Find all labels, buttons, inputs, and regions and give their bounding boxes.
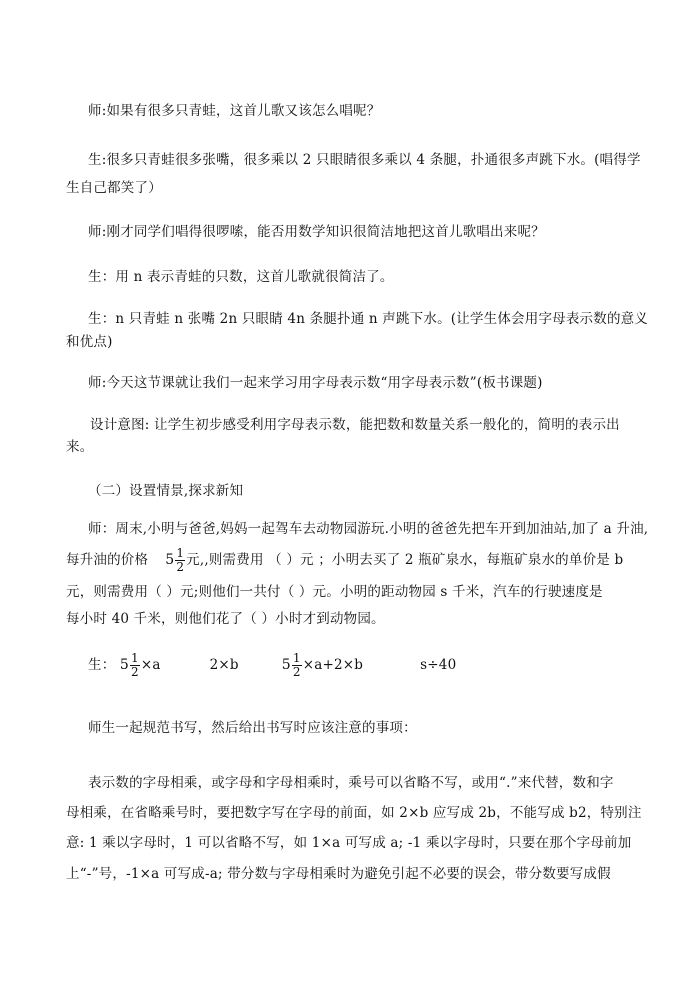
paragraph-student-answer-line1: 生:很多只青蛙很多张嘴，很多乘以 2 只眼睛很多乘以 4 条腿，扑通很多声跳下水。(唱得学 (88, 152, 641, 168)
expr3-fraction-denominator: 2 (292, 665, 301, 679)
paragraph-student-expressions (88, 650, 662, 680)
paragraph-student-song-line2: 和优点) (66, 334, 113, 350)
paragraph-student-song-line1: 生：n 只青蛙 n 张嘴 2n 只眼睛 4n 条腿扑通 n 声跳下水。(让学生体会用字母表示数的意义 (88, 311, 649, 327)
paragraph-lesson-topic: 师:今天这节课就让我们一起来学习用字母表示数“用字母表示数”(板书课题) (88, 375, 543, 391)
expr1-mixed-whole: 5 (119, 657, 130, 673)
mixed-number-whole: 5 (165, 552, 175, 568)
paragraph-design-intent-line1: 设计意图: 让学生初步感受利用字母表示数，能把数和数量关系一般化的，简明的表示出 (90, 417, 620, 433)
paragraph-problem-line3: 元，则需费用（ ）元;则他们一共付（ ）元。小明的距动物园 s 千米，汽车的行驶速度是 (66, 584, 603, 600)
expr1-fraction-denominator: 2 (131, 665, 139, 679)
paragraph-problem-line4: 每小时 40 千米，则他们花了（ ）小时才到动物园。 (66, 611, 385, 627)
section-heading: （二）设置情景,探求新知 (88, 483, 244, 499)
paragraph-rules-line4: 上“-”号，-1×a 可写成-a; 带分数与字母相乘时为避免引起不必要的误会，带分数要写成假 (66, 866, 611, 882)
fraction-numerator: 1 (176, 546, 185, 560)
expr3-fraction-numerator: 1 (292, 651, 301, 665)
paragraph-teacher-question: 师:如果有很多只青蛙，这首儿歌又该怎么唱呢？ (88, 103, 381, 119)
paragraph-problem-line2 (66, 545, 640, 575)
paragraph-rules-line3: 意: 1 乘以字母时，1 可以省略不写，如 1×a 可写成 a; -1 乘以字母时，只要在那个字母前加 (66, 835, 632, 851)
paragraph-rules-line1: 表示数的字母相乘，或字母和字母相乘时，乘号可以省略不写，或用“.”来代替，数和字 (88, 775, 614, 791)
expr1-fraction-numerator: 1 (131, 651, 139, 665)
problem-line2-prefix: 每升油的价格 (66, 552, 149, 568)
expression-4: s÷40 (420, 657, 457, 673)
student-label: 生： (88, 657, 116, 673)
expr3-fraction (292, 652, 302, 679)
paragraph-joint-writing: 师生一起规范书写，然后给出书写时应该注意的事项： (88, 720, 417, 736)
paragraph-student-answer-line2: 生自己都笑了） (66, 180, 162, 196)
expr3-mixed-whole: 5 (281, 657, 291, 673)
fraction-denominator: 2 (176, 560, 185, 574)
expr1-fraction (130, 652, 140, 679)
paragraph-teacher-prompt: 师:刚才同学们唱得很啰嗦，能否用数学知识很简洁地把这首儿歌唱出来呢？ (88, 224, 545, 240)
fraction (175, 547, 185, 574)
paragraph-rules-line2: 母相乘，在省略乘号时，要把数字写在字母的前面，如 2×b 应写成 2b，不能写成 b2，特别注 (66, 805, 642, 821)
paragraph-student-n: 生：用 n 表示青蛙的只数，这首儿歌就很简洁了。 (88, 269, 394, 285)
expression-1-rest: ×a (140, 657, 161, 673)
problem-line2-suffix: 元,,则需费用 （ ）元 ；小明去买了 2 瓶矿泉水，每瓶矿泉水的单价是 b (186, 552, 624, 568)
paragraph-design-intent-line2: 来。 (66, 439, 94, 455)
expression-2: 2×b (209, 657, 239, 673)
paragraph-problem-line1: 师：周末,小明与爸爸,妈妈一起驾车去动物园游玩.小明的爸爸先把车开到加油站,加了 a 升油, (88, 521, 649, 537)
expression-3-rest: ×a+2×b (302, 657, 364, 673)
